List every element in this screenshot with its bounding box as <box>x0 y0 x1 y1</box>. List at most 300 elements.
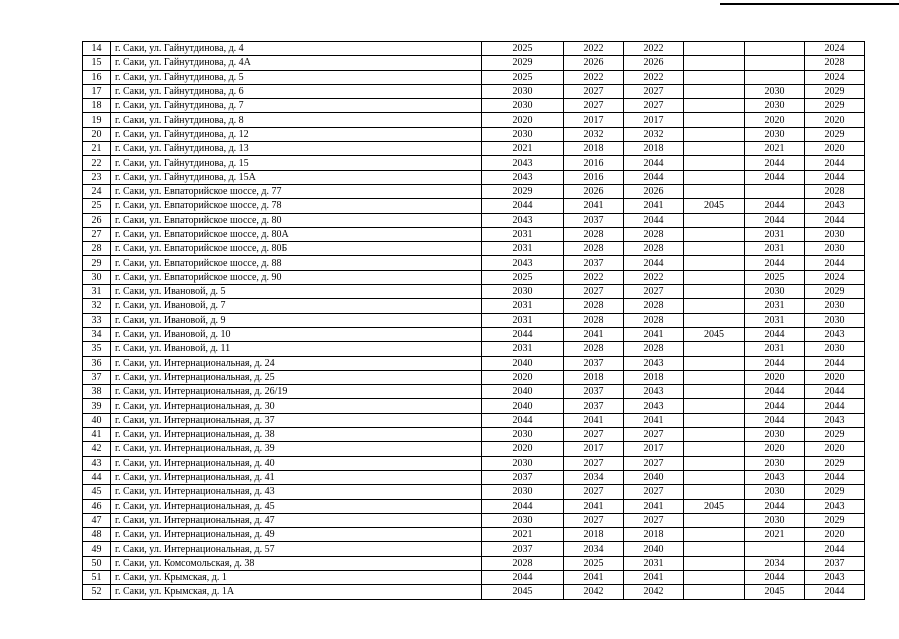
year-cell: 2044 <box>805 213 865 227</box>
row-number: 42 <box>83 442 111 456</box>
year-cell: 2030 <box>482 456 564 470</box>
year-cell: 2031 <box>482 313 564 327</box>
year-cell: 2044 <box>482 413 564 427</box>
row-number: 30 <box>83 270 111 284</box>
address-cell: г. Саки, ул. Интернациональная, д. 57 <box>111 542 482 556</box>
year-cell <box>684 142 745 156</box>
row-number: 39 <box>83 399 111 413</box>
table-row <box>83 385 865 399</box>
row-number: 28 <box>83 242 111 256</box>
address-cell: г. Саки, ул. Интернациональная, д. 40 <box>111 456 482 470</box>
row-number: 51 <box>83 570 111 584</box>
row-number: 29 <box>83 256 111 270</box>
table-row <box>83 356 865 370</box>
year-cell <box>684 370 745 384</box>
year-cell: 2041 <box>564 499 624 513</box>
year-cell: 2031 <box>745 227 805 241</box>
row-number: 27 <box>83 227 111 241</box>
year-cell: 2045 <box>745 585 805 599</box>
year-cell: 2037 <box>482 542 564 556</box>
year-cell: 2022 <box>564 270 624 284</box>
address-cell: г. Саки, ул. Гайнутдинова, д. 15А <box>111 170 482 184</box>
table-row <box>83 499 865 513</box>
year-cell <box>684 42 745 56</box>
year-cell <box>684 385 745 399</box>
year-cell: 2031 <box>745 242 805 256</box>
year-cell: 2043 <box>805 499 865 513</box>
year-cell: 2029 <box>805 127 865 141</box>
year-cell: 2031 <box>482 227 564 241</box>
table-row <box>83 585 865 599</box>
year-cell: 2045 <box>684 199 745 213</box>
address-cell: г. Саки, ул. Интернациональная, д. 25 <box>111 370 482 384</box>
row-number: 15 <box>83 56 111 70</box>
year-cell: 2031 <box>745 342 805 356</box>
row-number: 32 <box>83 299 111 313</box>
year-cell: 2044 <box>624 156 684 170</box>
year-cell: 2043 <box>805 570 865 584</box>
year-cell: 2027 <box>564 84 624 98</box>
year-cell <box>684 399 745 413</box>
year-cell: 2029 <box>805 99 865 113</box>
row-number: 37 <box>83 370 111 384</box>
row-number: 47 <box>83 513 111 527</box>
row-number: 22 <box>83 156 111 170</box>
year-cell: 2028 <box>564 313 624 327</box>
year-cell: 2020 <box>805 142 865 156</box>
year-cell: 2016 <box>564 156 624 170</box>
year-cell: 2025 <box>745 270 805 284</box>
address-cell: г. Саки, ул. Гайнутдинова, д. 4А <box>111 56 482 70</box>
year-cell: 2030 <box>805 342 865 356</box>
address-cell: г. Саки, ул. Евпаторийское шоссе, д. 77 <box>111 184 482 198</box>
year-cell: 2043 <box>624 356 684 370</box>
year-cell: 2020 <box>745 370 805 384</box>
row-number: 41 <box>83 428 111 442</box>
year-cell: 2027 <box>624 485 684 499</box>
year-cell: 2028 <box>564 227 624 241</box>
year-cell: 2028 <box>805 56 865 70</box>
year-cell <box>684 213 745 227</box>
year-cell: 2043 <box>805 413 865 427</box>
year-cell: 2022 <box>624 70 684 84</box>
year-cell: 2018 <box>564 528 624 542</box>
year-cell: 2018 <box>564 370 624 384</box>
year-cell: 2045 <box>684 327 745 341</box>
year-cell: 2030 <box>745 127 805 141</box>
table-row <box>83 142 865 156</box>
year-cell: 2030 <box>482 99 564 113</box>
year-cell: 2044 <box>745 170 805 184</box>
year-cell: 2044 <box>482 499 564 513</box>
address-cell: г. Саки, ул. Гайнутдинова, д. 7 <box>111 99 482 113</box>
year-cell: 2030 <box>805 299 865 313</box>
row-number: 33 <box>83 313 111 327</box>
year-cell <box>684 428 745 442</box>
year-cell: 2020 <box>745 442 805 456</box>
table-row <box>83 242 865 256</box>
year-cell: 2032 <box>624 127 684 141</box>
year-cell <box>684 113 745 127</box>
year-cell: 2025 <box>482 70 564 84</box>
table-row <box>83 456 865 470</box>
year-cell: 2030 <box>805 242 865 256</box>
year-cell <box>745 56 805 70</box>
table-row <box>83 313 865 327</box>
year-cell: 2042 <box>624 585 684 599</box>
row-number: 20 <box>83 127 111 141</box>
address-cell: г. Саки, ул. Гайнутдинова, д. 15 <box>111 156 482 170</box>
table-row <box>83 442 865 456</box>
year-cell: 2044 <box>745 156 805 170</box>
year-cell: 2027 <box>564 456 624 470</box>
table-row <box>83 84 865 98</box>
year-cell: 2020 <box>805 370 865 384</box>
row-number: 50 <box>83 556 111 570</box>
year-cell: 2043 <box>624 399 684 413</box>
year-cell: 2030 <box>745 285 805 299</box>
year-cell: 2024 <box>805 42 865 56</box>
year-cell: 2027 <box>624 285 684 299</box>
year-cell: 2044 <box>624 256 684 270</box>
table-row <box>83 156 865 170</box>
table-row <box>83 528 865 542</box>
address-cell: г. Саки, ул. Интернациональная, д. 39 <box>111 442 482 456</box>
year-cell: 2044 <box>624 213 684 227</box>
year-cell: 2031 <box>482 299 564 313</box>
row-number: 48 <box>83 528 111 542</box>
year-cell: 2043 <box>805 327 865 341</box>
year-cell: 2029 <box>482 184 564 198</box>
row-number: 19 <box>83 113 111 127</box>
year-cell <box>684 542 745 556</box>
year-cell: 2020 <box>482 370 564 384</box>
table-row <box>83 570 865 584</box>
year-cell: 2044 <box>805 356 865 370</box>
year-cell: 2045 <box>684 499 745 513</box>
year-cell: 2044 <box>805 256 865 270</box>
address-cell: г. Саки, ул. Евпаторийское шоссе, д. 80 <box>111 213 482 227</box>
year-cell: 2037 <box>564 356 624 370</box>
table-row <box>83 170 865 184</box>
year-cell: 2020 <box>805 528 865 542</box>
year-cell: 2042 <box>564 585 624 599</box>
table-row <box>83 42 865 56</box>
address-cell: г. Саки, ул. Комсомольская, д. 38 <box>111 556 482 570</box>
year-cell: 2029 <box>805 485 865 499</box>
year-cell: 2037 <box>482 470 564 484</box>
year-cell: 2028 <box>624 242 684 256</box>
year-cell: 2037 <box>564 385 624 399</box>
year-cell: 2030 <box>482 84 564 98</box>
year-cell: 2028 <box>624 342 684 356</box>
year-cell <box>684 285 745 299</box>
year-cell: 2044 <box>745 327 805 341</box>
table-row <box>83 70 865 84</box>
year-cell: 2029 <box>805 84 865 98</box>
table-row <box>83 327 865 341</box>
row-number: 18 <box>83 99 111 113</box>
address-cell: г. Саки, ул. Ивановой, д. 5 <box>111 285 482 299</box>
year-cell <box>745 70 805 84</box>
year-cell: 2022 <box>624 42 684 56</box>
table-row <box>83 485 865 499</box>
address-cell: г. Саки, ул. Гайнутдинова, д. 13 <box>111 142 482 156</box>
year-cell: 2018 <box>564 142 624 156</box>
table-row <box>83 270 865 284</box>
year-cell: 2043 <box>624 385 684 399</box>
year-cell: 2034 <box>564 470 624 484</box>
year-cell: 2030 <box>482 127 564 141</box>
year-cell: 2044 <box>745 499 805 513</box>
year-cell: 2020 <box>745 113 805 127</box>
year-cell: 2044 <box>745 213 805 227</box>
row-number: 38 <box>83 385 111 399</box>
table-row <box>83 342 865 356</box>
year-cell: 2037 <box>805 556 865 570</box>
row-number: 23 <box>83 170 111 184</box>
year-cell: 2029 <box>805 428 865 442</box>
schedule-table-body <box>83 42 865 600</box>
address-cell: г. Саки, ул. Гайнутдинова, д. 5 <box>111 70 482 84</box>
year-cell: 2021 <box>745 142 805 156</box>
year-cell <box>684 156 745 170</box>
year-cell: 2044 <box>745 199 805 213</box>
year-cell <box>684 84 745 98</box>
table-row <box>83 428 865 442</box>
year-cell <box>684 442 745 456</box>
address-cell: г. Саки, ул. Евпаторийское шоссе, д. 80А <box>111 227 482 241</box>
year-cell: 2030 <box>805 313 865 327</box>
year-cell: 2018 <box>624 370 684 384</box>
year-cell <box>684 470 745 484</box>
row-number: 49 <box>83 542 111 556</box>
address-cell: г. Саки, ул. Гайнутдинова, д. 6 <box>111 84 482 98</box>
year-cell: 2031 <box>745 299 805 313</box>
year-cell <box>684 342 745 356</box>
year-cell: 2028 <box>564 242 624 256</box>
address-cell: г. Саки, ул. Ивановой, д. 11 <box>111 342 482 356</box>
year-cell: 2030 <box>745 99 805 113</box>
year-cell: 2044 <box>805 385 865 399</box>
year-cell: 2020 <box>805 442 865 456</box>
year-cell <box>684 256 745 270</box>
table-row <box>83 542 865 556</box>
year-cell: 2045 <box>482 585 564 599</box>
year-cell <box>684 556 745 570</box>
year-cell: 2044 <box>745 356 805 370</box>
year-cell <box>684 270 745 284</box>
address-cell: г. Саки, ул. Евпаторийское шоссе, д. 78 <box>111 199 482 213</box>
year-cell: 2041 <box>564 570 624 584</box>
address-cell: г. Саки, ул. Интернациональная, д. 43 <box>111 485 482 499</box>
table-row <box>83 399 865 413</box>
address-cell: г. Саки, ул. Гайнутдинова, д. 8 <box>111 113 482 127</box>
year-cell: 2025 <box>482 42 564 56</box>
row-number: 31 <box>83 285 111 299</box>
table-row <box>83 256 865 270</box>
year-cell: 2018 <box>624 142 684 156</box>
year-cell: 2022 <box>564 42 624 56</box>
year-cell: 2025 <box>482 270 564 284</box>
year-cell: 2027 <box>564 285 624 299</box>
year-cell: 2043 <box>745 470 805 484</box>
row-number: 16 <box>83 70 111 84</box>
year-cell: 2030 <box>805 227 865 241</box>
year-cell: 2044 <box>805 542 865 556</box>
year-cell: 2028 <box>805 184 865 198</box>
year-cell: 2041 <box>624 499 684 513</box>
row-number: 26 <box>83 213 111 227</box>
year-cell: 2027 <box>624 99 684 113</box>
year-cell: 2030 <box>482 285 564 299</box>
year-cell: 2044 <box>482 570 564 584</box>
table-row <box>83 213 865 227</box>
year-cell <box>684 456 745 470</box>
table-row <box>83 556 865 570</box>
year-cell: 2016 <box>564 170 624 184</box>
table-row <box>83 299 865 313</box>
year-cell <box>684 184 745 198</box>
address-cell: г. Саки, ул. Евпаторийское шоссе, д. 80Б <box>111 242 482 256</box>
year-cell: 2030 <box>745 456 805 470</box>
schedule-table-container <box>82 41 865 600</box>
year-cell: 2029 <box>805 285 865 299</box>
address-cell: г. Саки, ул. Интернациональная, д. 45 <box>111 499 482 513</box>
address-cell: г. Саки, ул. Ивановой, д. 10 <box>111 327 482 341</box>
row-number: 46 <box>83 499 111 513</box>
year-cell: 2018 <box>624 528 684 542</box>
year-cell: 2030 <box>482 485 564 499</box>
year-cell: 2040 <box>482 356 564 370</box>
year-cell: 2043 <box>482 256 564 270</box>
year-cell <box>684 56 745 70</box>
year-cell: 2020 <box>482 113 564 127</box>
year-cell: 2043 <box>805 199 865 213</box>
row-number: 24 <box>83 184 111 198</box>
row-number: 14 <box>83 42 111 56</box>
year-cell: 2041 <box>564 199 624 213</box>
year-cell: 2020 <box>482 442 564 456</box>
address-cell: г. Саки, ул. Евпаторийское шоссе, д. 88 <box>111 256 482 270</box>
year-cell <box>684 356 745 370</box>
year-cell <box>684 170 745 184</box>
year-cell: 2030 <box>745 513 805 527</box>
row-number: 43 <box>83 456 111 470</box>
year-cell <box>745 42 805 56</box>
year-cell: 2022 <box>564 70 624 84</box>
year-cell: 2026 <box>564 56 624 70</box>
year-cell: 2041 <box>624 327 684 341</box>
address-cell: г. Саки, ул. Ивановой, д. 9 <box>111 313 482 327</box>
year-cell <box>684 227 745 241</box>
table-row <box>83 56 865 70</box>
year-cell: 2029 <box>805 456 865 470</box>
table-row <box>83 227 865 241</box>
year-cell: 2034 <box>745 556 805 570</box>
year-cell <box>684 528 745 542</box>
address-cell: г. Саки, ул. Евпаторийское шоссе, д. 90 <box>111 270 482 284</box>
year-cell: 2020 <box>805 113 865 127</box>
year-cell: 2044 <box>745 413 805 427</box>
year-cell: 2043 <box>482 170 564 184</box>
year-cell: 2024 <box>805 270 865 284</box>
year-cell: 2028 <box>482 556 564 570</box>
table-row <box>83 113 865 127</box>
table-row <box>83 513 865 527</box>
year-cell: 2017 <box>564 442 624 456</box>
year-cell: 2031 <box>624 556 684 570</box>
year-cell: 2044 <box>805 585 865 599</box>
address-cell: г. Саки, ул. Крымская, д. 1 <box>111 570 482 584</box>
schedule-table <box>82 41 865 600</box>
year-cell: 2030 <box>482 513 564 527</box>
year-cell: 2027 <box>624 84 684 98</box>
year-cell: 2043 <box>482 213 564 227</box>
year-cell: 2041 <box>624 570 684 584</box>
year-cell: 2021 <box>745 528 805 542</box>
row-number: 52 <box>83 585 111 599</box>
year-cell: 2044 <box>482 199 564 213</box>
year-cell: 2027 <box>564 485 624 499</box>
address-cell: г. Саки, ул. Гайнутдинова, д. 4 <box>111 42 482 56</box>
year-cell: 2044 <box>805 170 865 184</box>
year-cell: 2021 <box>482 528 564 542</box>
year-cell: 2032 <box>564 127 624 141</box>
year-cell: 2030 <box>482 428 564 442</box>
year-cell <box>684 313 745 327</box>
row-number: 25 <box>83 199 111 213</box>
year-cell: 2037 <box>564 256 624 270</box>
year-cell <box>684 242 745 256</box>
year-cell: 2030 <box>745 485 805 499</box>
year-cell: 2025 <box>564 556 624 570</box>
year-cell: 2022 <box>624 270 684 284</box>
year-cell: 2044 <box>805 156 865 170</box>
table-row <box>83 127 865 141</box>
address-cell: г. Саки, ул. Интернациональная, д. 37 <box>111 413 482 427</box>
table-row <box>83 370 865 384</box>
year-cell: 2044 <box>745 399 805 413</box>
year-cell <box>684 570 745 584</box>
address-cell: г. Саки, ул. Ивановой, д. 7 <box>111 299 482 313</box>
year-cell <box>684 485 745 499</box>
year-cell: 2026 <box>624 56 684 70</box>
year-cell: 2030 <box>745 428 805 442</box>
year-cell <box>684 585 745 599</box>
year-cell: 2029 <box>805 513 865 527</box>
year-cell: 2026 <box>564 184 624 198</box>
year-cell: 2041 <box>564 327 624 341</box>
year-cell <box>684 127 745 141</box>
year-cell: 2031 <box>482 342 564 356</box>
year-cell: 2041 <box>624 413 684 427</box>
table-row <box>83 470 865 484</box>
table-row <box>83 199 865 213</box>
year-cell <box>684 413 745 427</box>
year-cell: 2028 <box>564 299 624 313</box>
year-cell: 2044 <box>482 327 564 341</box>
top-rule <box>720 3 899 5</box>
year-cell: 2027 <box>564 428 624 442</box>
year-cell: 2044 <box>745 256 805 270</box>
address-cell: г. Саки, ул. Интернациональная, д. 24 <box>111 356 482 370</box>
year-cell <box>745 542 805 556</box>
year-cell <box>684 70 745 84</box>
year-cell: 2043 <box>482 156 564 170</box>
row-number: 34 <box>83 327 111 341</box>
year-cell: 2028 <box>624 313 684 327</box>
